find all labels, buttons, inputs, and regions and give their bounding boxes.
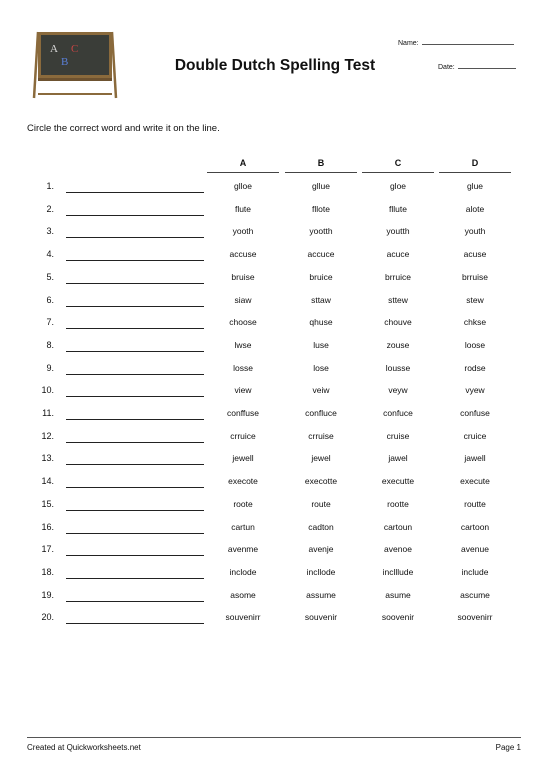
question-number: 18. bbox=[41, 566, 54, 577]
choice-b[interactable]: gllue bbox=[312, 181, 330, 191]
question-number: 1. bbox=[46, 181, 54, 191]
name-label: Name: bbox=[398, 40, 419, 47]
question-row bbox=[0, 566, 548, 586]
choice-c[interactable]: confuce bbox=[383, 408, 413, 418]
answer-line[interactable] bbox=[66, 328, 204, 329]
column-header-b: B bbox=[285, 158, 357, 173]
choice-b[interactable]: veiw bbox=[312, 385, 330, 396]
choice-a[interactable]: crruice bbox=[230, 430, 256, 441]
column-header-d: D bbox=[439, 158, 511, 173]
answer-line[interactable] bbox=[66, 192, 204, 193]
choice-d[interactable]: chkse bbox=[463, 317, 487, 328]
question-number: 5. bbox=[46, 271, 54, 282]
question-number: 16. bbox=[41, 521, 54, 532]
question-row bbox=[0, 521, 548, 541]
choice-a[interactable]: cartun bbox=[231, 521, 255, 532]
name-line[interactable] bbox=[422, 38, 514, 45]
answer-line[interactable] bbox=[66, 464, 204, 465]
chalk-letter: A bbox=[50, 43, 58, 55]
question-row bbox=[0, 294, 548, 314]
answer-line[interactable] bbox=[66, 283, 204, 284]
choice-c[interactable]: brruice bbox=[385, 271, 411, 282]
question-number: 10. bbox=[41, 385, 54, 396]
choice-c[interactable]: lousse bbox=[385, 362, 411, 373]
choice-a[interactable]: losse bbox=[233, 362, 253, 373]
choice-a[interactable]: conffuse bbox=[227, 408, 259, 418]
answer-line[interactable] bbox=[66, 533, 204, 534]
question-row bbox=[0, 248, 548, 268]
choice-a[interactable]: souvenirr bbox=[225, 612, 261, 623]
question-row bbox=[0, 339, 548, 359]
choice-c[interactable]: cruise bbox=[386, 430, 410, 441]
answer-line[interactable] bbox=[66, 306, 204, 307]
question-row bbox=[0, 452, 548, 472]
question-row bbox=[0, 475, 548, 495]
choice-d[interactable]: loose bbox=[464, 339, 486, 350]
choice-c[interactable]: asume bbox=[385, 589, 411, 600]
answer-line[interactable] bbox=[66, 442, 204, 443]
choice-c[interactable]: rootte bbox=[387, 498, 409, 509]
choice-a[interactable]: roote bbox=[233, 498, 253, 509]
choice-b[interactable]: assume bbox=[306, 589, 336, 600]
choice-c[interactable]: sttew bbox=[388, 294, 408, 305]
instructions: Circle the correct word and write it on the line. bbox=[27, 123, 220, 134]
date-line[interactable] bbox=[458, 62, 516, 69]
question-row bbox=[0, 362, 548, 382]
choice-d[interactable]: acuse bbox=[463, 249, 487, 260]
choice-b[interactable]: fllote bbox=[312, 203, 330, 214]
question-row bbox=[0, 589, 548, 609]
choice-b[interactable]: execotte bbox=[304, 476, 338, 487]
answer-line[interactable] bbox=[66, 487, 204, 488]
question-row bbox=[0, 611, 548, 631]
question-row bbox=[0, 543, 548, 563]
choice-c[interactable]: acuce bbox=[386, 249, 410, 260]
choice-a[interactable]: flute bbox=[234, 203, 252, 214]
choice-b[interactable]: souvenir bbox=[304, 612, 338, 623]
choice-b[interactable]: confluce bbox=[305, 408, 337, 418]
choice-b[interactable]: bruice bbox=[309, 271, 333, 282]
choice-a[interactable]: inclode bbox=[229, 566, 257, 577]
question-row bbox=[0, 407, 548, 427]
choice-b[interactable]: jewel bbox=[311, 453, 331, 464]
choice-b[interactable]: luse bbox=[313, 339, 329, 350]
question-row bbox=[0, 316, 548, 336]
choice-d[interactable]: soovenirr bbox=[457, 612, 493, 623]
choice-b[interactable]: sttaw bbox=[311, 294, 331, 305]
question-number: 13. bbox=[41, 453, 54, 464]
choice-a[interactable]: siaw bbox=[234, 294, 252, 305]
page-number: Page 1 bbox=[495, 743, 521, 752]
question-row bbox=[0, 180, 548, 200]
answer-line[interactable] bbox=[66, 215, 204, 216]
choice-d[interactable]: glue bbox=[466, 181, 484, 191]
question-number: 3. bbox=[46, 226, 54, 237]
answer-line[interactable] bbox=[66, 578, 204, 579]
question-row bbox=[0, 430, 548, 450]
choice-d[interactable]: rodse bbox=[464, 362, 486, 373]
answer-line[interactable] bbox=[66, 623, 204, 624]
choice-d[interactable]: youth bbox=[464, 226, 486, 237]
answer-line[interactable] bbox=[66, 555, 204, 556]
choice-c[interactable]: avenoe bbox=[384, 544, 412, 555]
choice-a[interactable]: glloe bbox=[234, 181, 252, 191]
question-number: 9. bbox=[46, 362, 54, 373]
choice-a[interactable]: yooth bbox=[232, 226, 254, 237]
choice-b[interactable]: avenje bbox=[308, 544, 334, 555]
question-row bbox=[0, 384, 548, 404]
choice-d[interactable]: alote bbox=[465, 203, 485, 214]
question-number: 2. bbox=[46, 203, 54, 214]
column-header-c: C bbox=[362, 158, 434, 173]
question-number: 15. bbox=[41, 498, 54, 509]
answer-line[interactable] bbox=[66, 396, 204, 397]
answer-line[interactable] bbox=[66, 510, 204, 511]
chalkboard-icon bbox=[32, 28, 118, 100]
footer-divider bbox=[27, 737, 521, 738]
choice-c[interactable]: fllute bbox=[389, 203, 407, 214]
choice-b[interactable]: crruise bbox=[308, 430, 334, 441]
choice-d[interactable]: confuse bbox=[460, 408, 490, 418]
choice-b[interactable]: yootth bbox=[309, 226, 333, 237]
date-field[interactable] bbox=[438, 62, 516, 71]
choice-c[interactable]: zouse bbox=[386, 339, 410, 350]
answer-line[interactable] bbox=[66, 601, 204, 602]
choice-d[interactable]: vyew bbox=[465, 385, 485, 396]
choice-a[interactable]: execote bbox=[228, 476, 258, 487]
choice-b[interactable]: incllode bbox=[306, 566, 336, 577]
question-row bbox=[0, 203, 548, 223]
choice-d[interactable]: brruise bbox=[462, 271, 488, 282]
choice-b[interactable]: cadton bbox=[308, 521, 334, 532]
choice-d[interactable]: include bbox=[461, 566, 489, 577]
question-number: 6. bbox=[46, 294, 54, 305]
choice-a[interactable]: asome bbox=[230, 589, 256, 600]
choice-d[interactable]: avenue bbox=[461, 544, 489, 555]
choice-c[interactable]: cartoun bbox=[383, 521, 413, 532]
answer-line[interactable] bbox=[66, 374, 204, 375]
choice-d[interactable]: jawell bbox=[464, 453, 486, 464]
choice-b[interactable]: accuce bbox=[307, 249, 335, 260]
answer-line[interactable] bbox=[66, 351, 204, 352]
choice-a[interactable]: choose bbox=[229, 317, 257, 328]
question-number: 11. bbox=[42, 408, 54, 418]
choice-d[interactable]: routte bbox=[464, 498, 486, 509]
choice-c[interactable]: soovenir bbox=[381, 612, 415, 623]
choice-d[interactable]: cruice bbox=[463, 430, 487, 441]
choice-d[interactable]: stew bbox=[466, 294, 484, 305]
name-field[interactable] bbox=[398, 38, 514, 47]
choice-a[interactable]: view bbox=[234, 385, 252, 396]
choice-b[interactable]: route bbox=[311, 498, 331, 509]
column-header-a: A bbox=[207, 158, 279, 173]
choice-c[interactable]: chouve bbox=[384, 317, 412, 328]
choice-a[interactable]: jewell bbox=[232, 453, 254, 464]
answer-line[interactable] bbox=[66, 237, 204, 238]
choice-d[interactable]: execute bbox=[460, 476, 490, 487]
choice-a[interactable]: bruise bbox=[231, 271, 255, 282]
choice-c[interactable]: jawel bbox=[388, 453, 408, 464]
date-label: Date: bbox=[438, 64, 455, 71]
question-row bbox=[0, 271, 548, 291]
choice-c[interactable]: veyw bbox=[388, 385, 408, 396]
question-row bbox=[0, 498, 548, 518]
choice-b[interactable]: qhuse bbox=[309, 317, 333, 328]
choice-b[interactable]: lose bbox=[313, 362, 329, 373]
page-title: Double Dutch Spelling Test bbox=[174, 57, 376, 74]
question-row bbox=[0, 225, 548, 245]
chalk-letter: B bbox=[61, 56, 69, 68]
choice-c[interactable]: executte bbox=[381, 476, 415, 487]
question-number: 12. bbox=[41, 430, 54, 441]
question-number: 8. bbox=[46, 339, 54, 350]
choice-a[interactable]: accuse bbox=[229, 249, 257, 260]
choice-c[interactable]: youtth bbox=[386, 226, 410, 237]
choice-a[interactable]: avenme bbox=[227, 544, 259, 555]
question-number: 4. bbox=[46, 249, 54, 260]
question-number: 17. bbox=[41, 544, 54, 555]
choice-c[interactable]: inclllude bbox=[382, 566, 414, 577]
question-number: 20. bbox=[41, 612, 54, 623]
chalk-letter: C bbox=[71, 43, 79, 55]
answer-line[interactable] bbox=[66, 260, 204, 261]
question-number: 19. bbox=[41, 589, 54, 600]
question-number: 7. bbox=[46, 317, 54, 328]
choice-a[interactable]: lwse bbox=[234, 339, 252, 350]
choice-d[interactable]: ascume bbox=[460, 589, 490, 600]
question-number: 14. bbox=[41, 476, 54, 487]
choice-d[interactable]: cartoon bbox=[460, 521, 490, 532]
answer-line[interactable] bbox=[66, 419, 204, 420]
choice-c[interactable]: gloe bbox=[389, 181, 407, 191]
footer-credit: Created at Quickworksheets.net bbox=[27, 743, 141, 752]
